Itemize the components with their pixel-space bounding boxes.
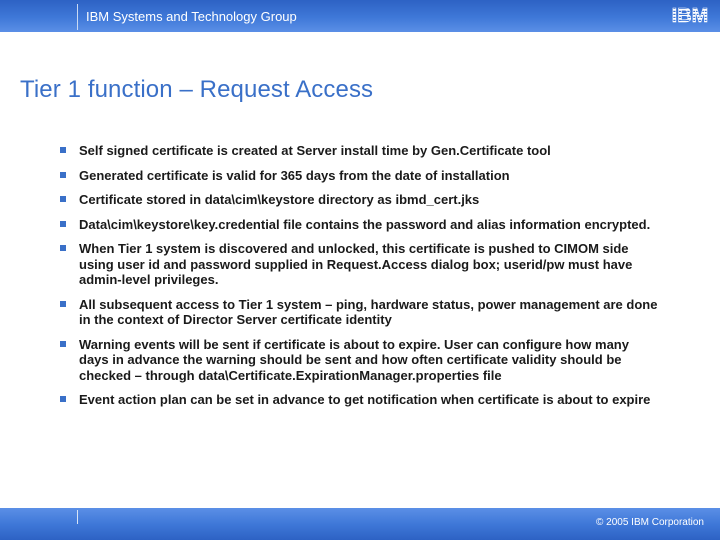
square-bullet-icon bbox=[60, 341, 66, 347]
list-item bbox=[60, 241, 660, 288]
square-bullet-icon bbox=[60, 221, 66, 227]
ibm-logo bbox=[665, 3, 715, 27]
header-group-label: IBM Systems and Technology Group bbox=[86, 9, 297, 24]
list-item bbox=[60, 168, 660, 184]
bullet-text: Warning events will be sent if certificate is about to expire. User can configure how many days in advance the warning should be sent and how often certificate validity should be checked – through data\Certificate.ExpirationManager.properties file bbox=[79, 336, 629, 383]
list-item bbox=[60, 192, 660, 208]
square-bullet-icon bbox=[60, 147, 66, 153]
square-bullet-icon bbox=[60, 396, 66, 402]
bullet-text: Certificate stored in data\cim\keystore directory as ibmd_cert.jks bbox=[79, 192, 480, 207]
header-divider bbox=[77, 4, 78, 30]
bullet-text: Data\cim\keystore\key.credential file contains the password and alias information encrypted. bbox=[79, 216, 651, 232]
list-item bbox=[60, 297, 660, 328]
bullet-list bbox=[60, 143, 660, 417]
square-bullet-icon bbox=[60, 172, 66, 178]
ibm-logo-text: IBM bbox=[671, 5, 709, 27]
bullet-text: All subsequent access to Tier 1 system – ping, hardware status, power management are done in the context of Director Server certificate identity bbox=[79, 296, 658, 327]
list-item bbox=[60, 392, 660, 408]
copyright-text: © 2005 IBM Corporation bbox=[596, 517, 704, 528]
list-item bbox=[60, 217, 660, 233]
list-item bbox=[60, 337, 660, 384]
list-item bbox=[60, 143, 660, 159]
slide-title: Tier 1 function – Request Access bbox=[20, 76, 374, 103]
bullet-text: Event action plan can be set in advance to get notification when certificate is about to expire bbox=[79, 392, 651, 407]
bullet-text: Self signed certificate is created at Server install time by Gen.Certificate tool bbox=[79, 143, 551, 158]
bullet-text: When Tier 1 system is discovered and unlocked, this certificate is pushed to CIMOM side using user id and password supplied in Request.Access dialog box; userid/pw must have admin-level privileges. bbox=[79, 241, 633, 287]
bullet-text: Generated certificate is valid for 365 days from the date of installation bbox=[79, 167, 510, 183]
footer-divider bbox=[77, 510, 78, 524]
square-bullet-icon bbox=[60, 301, 66, 307]
square-bullet-icon bbox=[60, 196, 66, 202]
square-bullet-icon bbox=[60, 245, 66, 251]
